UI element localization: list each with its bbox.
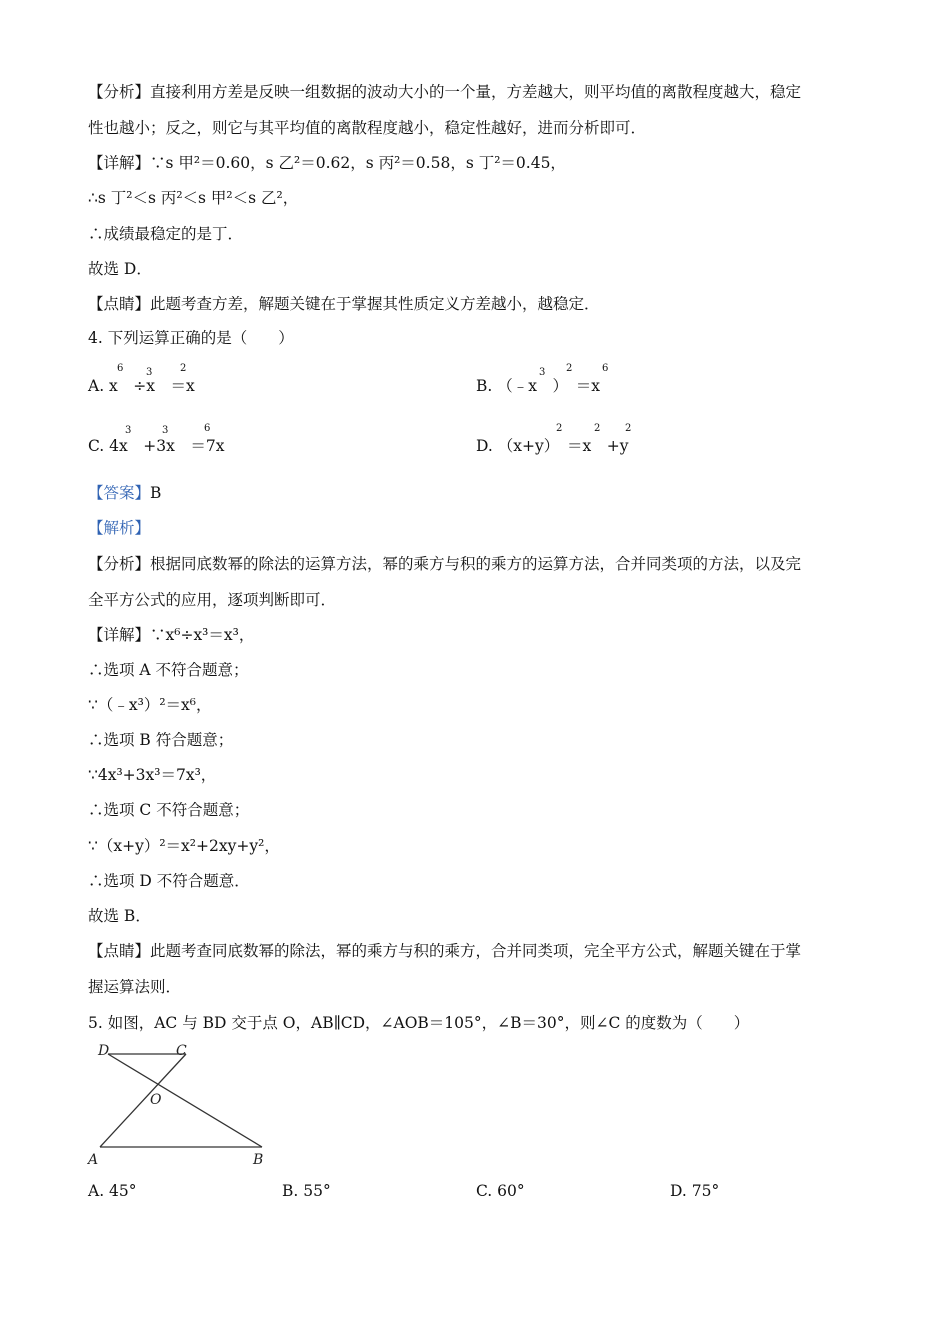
label-b: B: [253, 1152, 264, 1168]
label-a: A: [88, 1152, 99, 1168]
q4-option-b: B. （﹣x ） ＝x: [476, 377, 600, 395]
q4-detail-line-4: ∴选项 B 符合题意；: [88, 731, 234, 749]
q4-detail-line-6: ∴选项 C 不符合题意；: [88, 801, 250, 819]
q4-option-c-exp-2: 3: [162, 425, 169, 436]
q4-detail-line-7: ∵（x+y）²＝x²+2xy+y²，: [88, 837, 280, 855]
q4-option-b-exp-1: 3: [539, 367, 546, 378]
q3-detail-line-4: 故选 D．: [88, 260, 152, 278]
q4-option-b-exp-3: 6: [602, 363, 609, 374]
q4-option-c-exp-1: 3: [125, 425, 132, 436]
q5-option-c: C. 60°: [476, 1182, 525, 1200]
q4-answer-tag: 【答案】: [88, 484, 151, 502]
q4-comment-line-1: 【点睛】此题考查同底数幂的除法，幂的乘方与积的乘方，合并同类项，完全平方公式，解题关键在于掌: [88, 942, 802, 960]
q4-detail-line-1: 【详解】∵x⁶÷x³＝x³，: [88, 626, 255, 644]
q4-detail-line-8: ∴选项 D 不符合题意．: [88, 872, 250, 890]
q4-option-b-exp-2: 2: [566, 363, 573, 374]
q4-option-d-exp-2: 2: [594, 423, 601, 434]
q3-analysis-line-1: 【分析】直接利用方差是反映一组数据的波动大小的一个量，方差越大，则平均值的离散程度越大，稳定: [88, 83, 802, 101]
q4-answer-value: B: [150, 484, 162, 502]
q3-detail-line-1: 【详解】∵s 甲²＝0.60，s 乙²＝0.62，s 丙²＝0.58，s 丁²＝0.45，: [88, 154, 566, 172]
segment-bd: [108, 1054, 262, 1147]
q4-comment-line-2: 握运算法则．: [88, 978, 182, 996]
q4-explain-tag: 【解析】: [88, 519, 151, 537]
q5-geometry-figure: [86, 1040, 276, 1170]
label-o: O: [150, 1092, 162, 1108]
q4-option-d-exp-1: 2: [556, 423, 563, 434]
q4-answer-line: [88, 483, 161, 503]
q3-analysis-line-2: 性也越小；反之，则它与其平均值的离散程度越小，稳定性越好，进而分析即可．: [88, 119, 647, 137]
q3-detail-line-2: ∴s 丁²＜s 丙²＜s 甲²＜s 乙²，: [88, 189, 299, 207]
q4-option-a-exp-3: 2: [180, 363, 187, 374]
q5-stem: 5. 如图，AC 与 BD 交于点 O，AB∥CD，∠AOB＝105°，∠B＝30°，则∠C 的度数为（ ）: [88, 1014, 750, 1032]
q4-option-a-exp-2: 3: [146, 367, 153, 378]
label-d: D: [98, 1043, 110, 1059]
segment-ac: [100, 1054, 186, 1147]
q4-option-a: A. x ÷x ＝x: [88, 377, 195, 395]
q4-detail-line-9: 故选 B．: [88, 907, 151, 925]
q4-analysis-line-2: 全平方公式的应用，逐项判断即可．: [88, 591, 337, 609]
q5-option-a: A. 45°: [88, 1182, 137, 1200]
q4-stem: 4. 下列运算正确的是（ ）: [88, 329, 294, 347]
q3-comment: 【点睛】此题考查方差，解题关键在于掌握其性质定义方差越小，越稳定．: [88, 295, 600, 313]
q5-option-d: D. 75°: [670, 1182, 720, 1200]
q4-option-c: C. 4x +3x ＝7x: [88, 437, 225, 455]
q4-option-d-exp-3: 2: [625, 423, 632, 434]
q3-detail-line-3: ∴成绩最稳定的是丁．: [88, 225, 244, 243]
q4-option-d: D. （x+y） ＝x +y: [476, 437, 629, 455]
q4-detail-line-2: ∴选项 A 不符合题意；: [88, 661, 249, 679]
q4-analysis-line-1: 【分析】根据同底数幂的除法的运算方法，幂的乘方与积的乘方的运算方法，合并同类项的方法，以及完: [88, 555, 802, 573]
q4-option-a-exp-1: 6: [117, 363, 124, 374]
q4-detail-line-3: ∵（﹣x³）²＝x⁶，: [88, 696, 212, 714]
label-c: C: [176, 1043, 187, 1059]
q5-option-b: B. 55°: [282, 1182, 331, 1200]
q4-option-c-exp-3: 6: [204, 423, 211, 434]
q4-detail-line-5: ∵4x³+3x³＝7x³，: [88, 766, 217, 784]
